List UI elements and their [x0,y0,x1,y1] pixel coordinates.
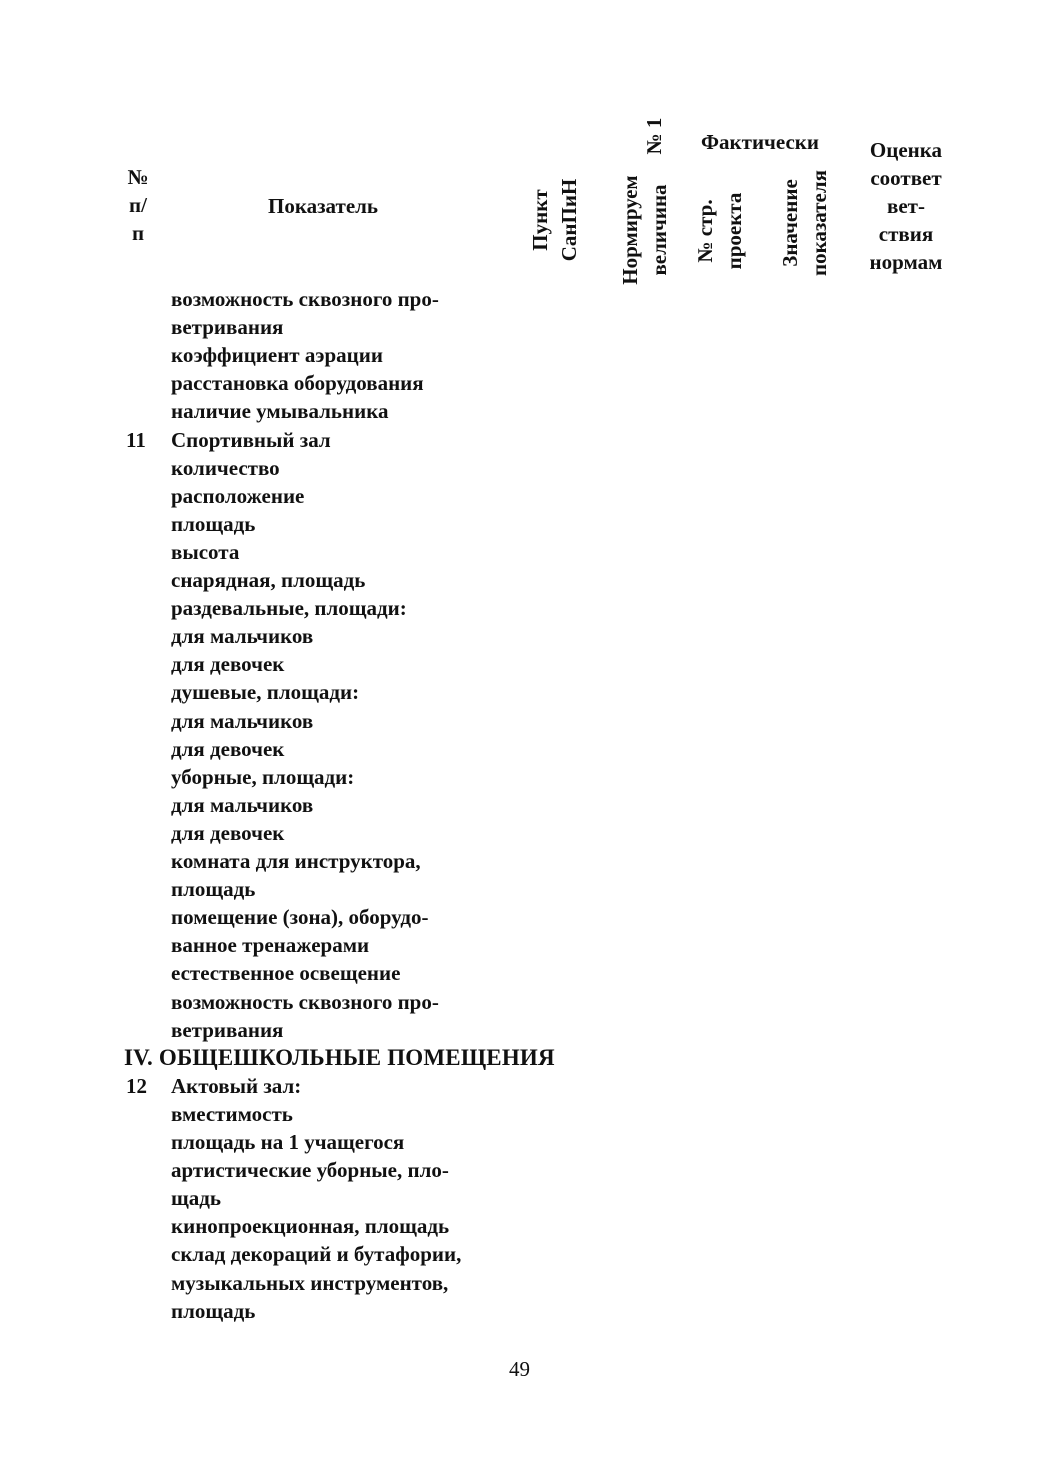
row-indicator: расположение [171,483,305,508]
header-sanpin-line: Пункт [528,189,552,251]
row-indicator: наличие умывальника [171,399,389,424]
row-indicator: музыкальных инструментов, [171,1270,449,1295]
header-value [776,158,834,288]
header-assessment-line: Оценка [869,138,943,162]
row-indicator: площадь [171,877,256,902]
row-indicator: расстановка оборудования [171,371,424,396]
header-norm [616,150,674,310]
header-sanpin [526,145,584,295]
row-indicator: возможность сквозного про- [171,287,439,311]
header-number-column [118,163,158,247]
row-indicator: для девочек [171,652,285,677]
header-number-line: п [131,221,145,245]
row-indicator: для мальчиков [171,792,314,817]
row-indicator: вместимость [171,1101,293,1126]
row-indicator: комната для инструктора, [171,849,421,873]
row-indicator: для мальчиков [171,624,314,649]
row-indicator: высота [171,539,240,564]
row-indicator: для девочек [171,820,285,845]
row-indicator: площадь на 1 учащегося [171,1130,405,1154]
row-indicator: естественное освещение [171,961,401,986]
row-indicator: ветривания [171,1017,284,1042]
row-indicator: кинопроекционная, площадь [171,1214,450,1239]
row-indicator: артистические уборные, пло- [171,1158,449,1183]
row-indicator: щадь [171,1186,221,1211]
row-number: 12 [126,1073,147,1098]
header-assessment-line: нормам [869,250,943,274]
header-assessment-line: ствия [878,222,934,246]
header-value-line: показателя [807,169,831,277]
header-value-line: Значение [778,179,802,267]
section-title: IV. ОБЩЕШКОЛЬНЫЕ ПОМЕЩЕНИЯ [124,1044,555,1070]
row-indicator: Актовый зал: [171,1073,302,1098]
header-assessment-line: вет- [887,194,925,218]
row-indicator: раздевальные, площади: [171,596,407,621]
row-indicator: ванное тренажерами [171,933,370,958]
row-indicator: снарядная, площадь [171,568,366,592]
header-norm-mark: № 1 [642,117,666,155]
page-number: 49 [509,1357,530,1381]
row-indicator: для мальчиков [171,708,314,733]
row-indicator: площадь [171,1298,256,1323]
row-indicator: коэффициент аэрации [171,343,383,368]
row-indicator: уборные, площади: [171,764,355,789]
row-indicator: площадь [171,511,256,536]
row-indicator: возможность сквозного про- [171,989,439,1014]
header-number-line: № [127,165,149,189]
row-indicator: Спортивный зал [171,427,331,452]
row-indicator: душевые, площади: [171,680,360,705]
header-norm-line: Нормируем [618,175,642,285]
row-indicator: количество [171,455,280,480]
header-page-project-line: проекта [722,192,746,270]
header-norm-line: величина [647,184,671,276]
header-actual: Фактически [701,130,819,154]
header-page-project-line: № стр. [693,199,717,263]
header-indicator: Показатель [268,194,379,218]
row-indicator: ветривания [171,315,284,340]
header-page-project [691,181,749,281]
row-indicator: склад декораций и бутафории, [171,1242,462,1267]
row-indicator: для девочек [171,736,285,761]
row-number: 11 [126,427,146,452]
row-indicator: помещение (зона), оборудо- [171,905,429,930]
header-number-line: п/ [129,193,147,217]
header-sanpin-line: СанПиН [557,178,581,262]
header-assessment-line: соответ [870,166,942,190]
header-assessment [856,136,956,276]
